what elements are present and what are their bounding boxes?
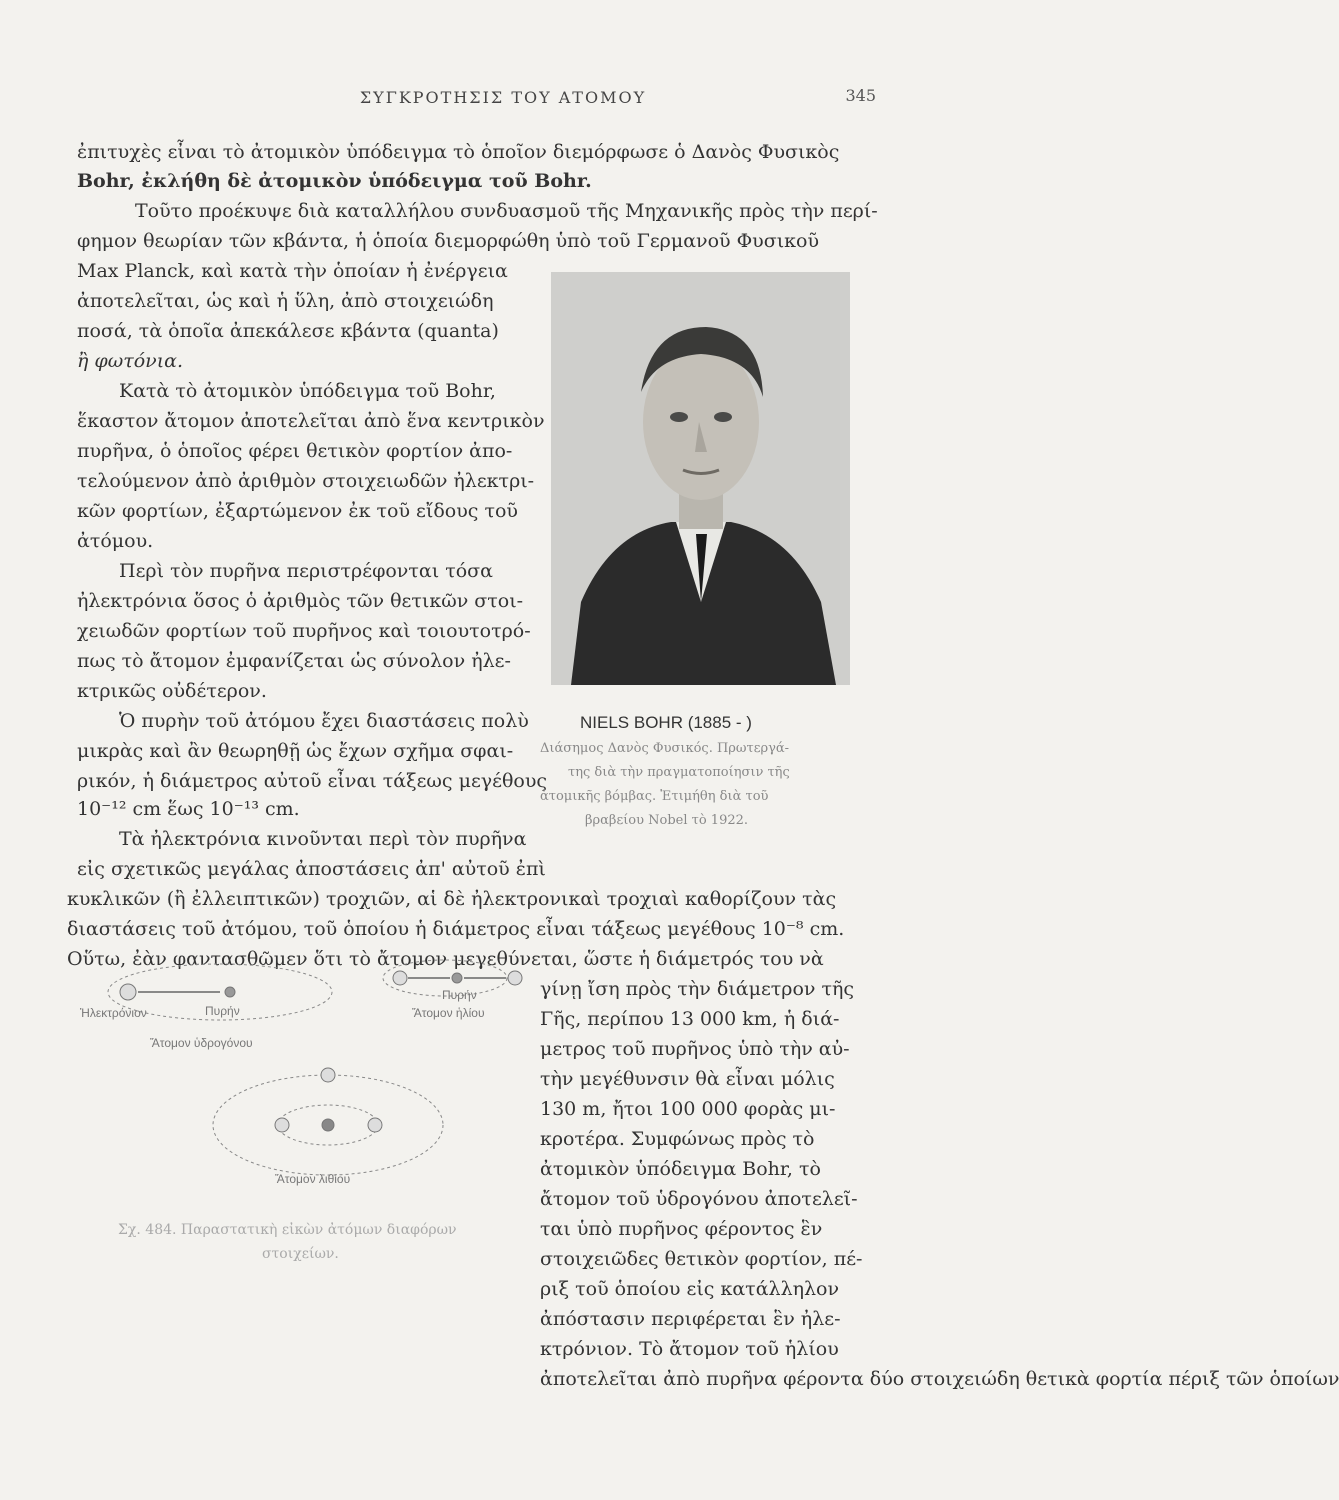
text-line: στοιχειῶδες θετικὸν φορτίον, πέ- — [540, 1248, 863, 1270]
text-line: ἀποτελεῖται ἀπὸ πυρῆνα φέροντα δύο στοιχειώδη θετικὰ φορτία πέριξ τῶν ὁποίων — [540, 1368, 1339, 1390]
text-line: φημον θεωρίαν τῶν κβάντα, ἡ ὁποία διεμορφώθη ὑπὸ τοῦ Γερμανοῦ Φυσικοῦ — [77, 230, 820, 252]
label-lithium-atom: Ἄτομον λιθίου — [275, 1172, 351, 1186]
text-line: διαστάσεις τοῦ ἀτόμου, τοῦ ὁποίου ἡ διάμετρος εἶναι τάξεως μεγέθους 10⁻⁸ cm. — [67, 918, 845, 940]
text-line: μικρὰς καὶ ἂν θεωρηθῇ ὡς ἔχων σχῆμα σφαι- — [77, 740, 514, 762]
text-line: Τὰ ἠλεκτρόνια κινοῦνται περὶ τὸν πυρῆνα — [119, 828, 527, 850]
text-line: κτρόνιον. Τὸ ἄτομον τοῦ ἡλίου — [540, 1338, 839, 1360]
text-line: τὴν μεγέθυνσιν θὰ εἶναι μόλις — [540, 1068, 835, 1090]
electron-mark — [120, 984, 136, 1000]
text-line: Bohr, ἐκλήθη δὲ ἀτομικὸν ὑπόδειγμα τοῦ Bohr. — [77, 170, 592, 192]
nucleus-mark — [452, 973, 462, 983]
label-helium-atom: Ἄτομον ἡλίου — [412, 1006, 485, 1020]
text-line: ἀτομικὸν ὑπόδειγμα Bohr, τὸ — [540, 1158, 821, 1180]
text-line: ἄτομον τοῦ ὑδρογόνου ἀποτελεῖ- — [540, 1188, 858, 1210]
page-header: ΣΥΓΚΡΟΤΗΣΙΣ ΤΟΥ ΑΤΟΜΟΥ — [359, 88, 647, 107]
text-line: πως τὸ ἄτομον ἐμφανίζεται ὡς σύνολον ἠλε- — [77, 650, 511, 672]
text-line: μετρος τοῦ πυρῆνος ὑπὸ τὴν αὐ- — [540, 1038, 850, 1060]
text-line: ἀπόστασιν περιφέρεται ἓν ἠλε- — [540, 1308, 841, 1330]
photo-caption-line: Διάσημος Δανὸς Φυσικός. Πρωτεργά- — [540, 741, 790, 756]
text-line: τελούμενον ἀπὸ ἀριθμὸν στοιχειωδῶν ἠλεκτρι- — [77, 470, 535, 492]
text-line: ται ὑπὸ πυρῆνος φέροντος ἓν — [540, 1218, 823, 1240]
label-electron: Ἠλεκτρόνιον — [80, 1006, 147, 1020]
electron-mark — [321, 1068, 335, 1082]
electron-mark — [393, 971, 407, 985]
photo-caption-line: ἀτομικῆς βόμβας. Ἐτιμήθη διὰ τοῦ — [540, 789, 769, 804]
label-hydrogen-atom: Ἄτομον ὑδρογόνου — [150, 1036, 253, 1050]
text-line: Τοῦτο προέκυψε διὰ καταλλήλου συνδυασμοῦ τῆς Μηχανικῆς πρὸς τὴν περί- — [135, 200, 878, 222]
nucleus-mark — [225, 987, 235, 997]
text-line: κυκλικῶν (ἢ ἐλλειπτικῶν) τροχιῶν, αἱ δὲ ἠλεκτρονικαὶ τροχιαὶ καθορίζουν τὰς — [67, 888, 837, 910]
text-line: Περὶ τὸν πυρῆνα περιστρέφονται τόσα — [119, 560, 493, 582]
label-nucleus-hydrogen: Πυρήν — [205, 1004, 240, 1018]
text-line: ἠλεκτρόνια ὅσος ὁ ἀριθμὸς τῶν θετικῶν στοι- — [77, 590, 524, 612]
text-line: γίνῃ ἴση πρὸς τὴν διάμετρον τῆς — [540, 978, 855, 1000]
text-line: χειωδῶν φορτίων τοῦ πυρῆνος καὶ τοιουτοτρό- — [77, 620, 531, 642]
text-line: Κατὰ τὸ ἀτομικὸν ὑπόδειγμα τοῦ Bohr, — [119, 380, 496, 402]
text-line: ποσά, τὰ ὁποῖα ἀπεκάλεσε κβάντα (quanta) — [77, 320, 499, 342]
photo-caption-line: της διὰ τὴν πραγματοποίησιν τῆς — [568, 765, 790, 780]
page-number: 345 — [845, 86, 876, 105]
text-line: ἀτόμου. — [77, 530, 154, 552]
text-line: ρικόν, ἡ διάμετρος αὐτοῦ εἶναι τάξεως μεγέθους — [77, 770, 548, 792]
text-line: εἰς σχετικῶς μεγάλας ἀποστάσεις ἀπ' αὐτοῦ ἐπὶ — [77, 858, 546, 880]
text-line: κῶν φορτίων, ἐξαρτώμενον ἐκ τοῦ εἴδους τοῦ — [77, 500, 518, 522]
electron-mark — [508, 971, 522, 985]
electron-mark — [368, 1118, 382, 1132]
label-nucleus-helium: Πυρήν — [442, 988, 477, 1002]
portrait-photo — [551, 272, 850, 685]
text-line: 10⁻¹² cm ἕως 10⁻¹³ cm. — [77, 798, 300, 820]
text-line: Ὁ πυρὴν τοῦ ἀτόμου ἔχει διαστάσεις πολὺ — [119, 710, 529, 732]
text-line: κροτέρα. Συμφώνως πρὸς τὸ — [540, 1128, 815, 1150]
figure-caption-line: στοιχείων. — [262, 1246, 339, 1262]
figure-caption-line: Σχ. 484. Παραστατικὴ εἰκὼν ἀτόμων διαφόρων — [118, 1222, 457, 1238]
text-line: ριξ τοῦ ὁποίου εἰς κατάλληλον — [540, 1278, 840, 1300]
text-line: ἀποτελεῖται, ὡς καὶ ἡ ὕλη, ἀπὸ στοιχειώδη — [77, 290, 494, 312]
text-line: Γῆς, περίπου 13 000 km, ἡ διά- — [540, 1008, 840, 1030]
text-line: πυρῆνα, ὁ ὁποῖος φέρει θετικὸν φορτίον ἀπο- — [77, 440, 513, 462]
text-line: Max Planck, καὶ κατὰ τὴν ὁποίαν ἡ ἐνέργεια — [77, 260, 508, 282]
photo-title: NIELS BOHR (1885 - ) — [580, 713, 752, 732]
text-line: ἐπιτυχὲς εἶναι τὸ ἀτομικὸν ὑπόδειγμα τὸ ὁποῖον διεμόρφωσε ὁ Δανὸς Φυσικὸς — [77, 141, 840, 163]
nucleus-mark — [322, 1119, 334, 1131]
portrait-illustration — [551, 272, 850, 685]
text-line: ἕκαστον ἄτομον ἀποτελεῖται ἀπὸ ἕνα κεντρικὸν — [77, 410, 545, 432]
electron-mark — [275, 1118, 289, 1132]
text-line: 130 m, ἤτοι 100 000 φορὰς μι- — [540, 1098, 836, 1120]
photo-caption-line: βραβείου Nobel τὸ 1922. — [585, 813, 749, 828]
text-line: ἢ φωτόνια. — [77, 350, 184, 372]
text-line: κτρικῶς οὐδέτερον. — [77, 680, 267, 702]
text-line: Οὕτω, ἐὰν φαντασθῶμεν ὅτι τὸ ἄτομον μεγεθύνεται, ὥστε ἡ διάμετρός του νὰ — [67, 948, 824, 970]
